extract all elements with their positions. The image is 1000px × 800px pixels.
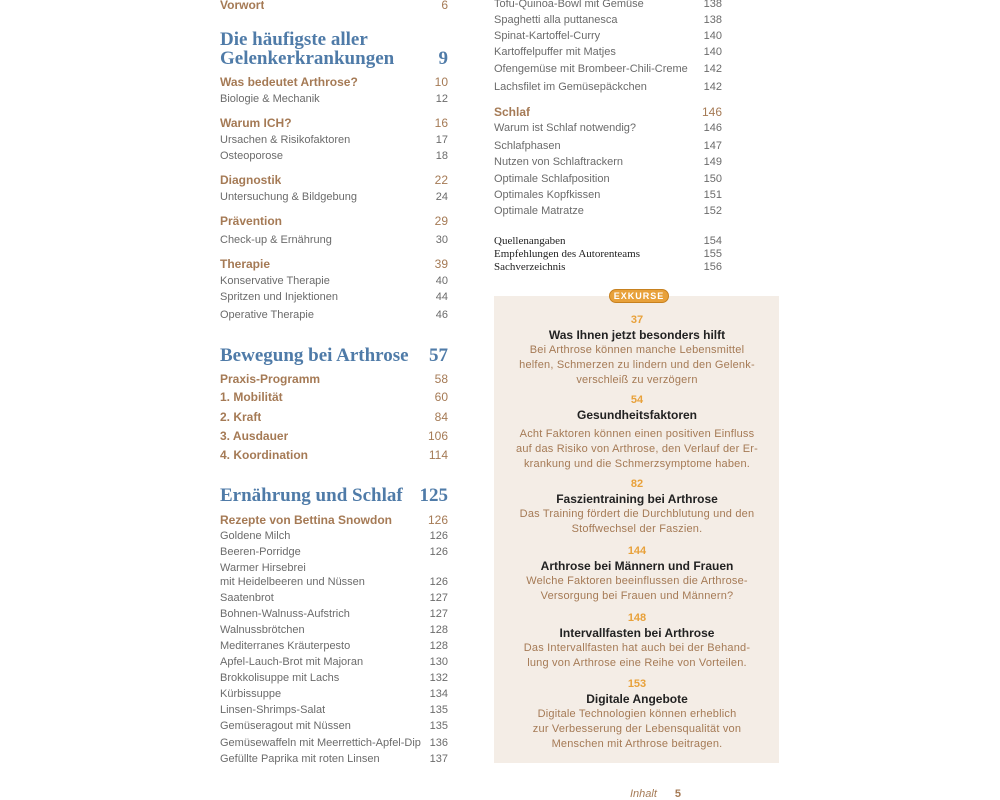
- toc-entry-label: Biologie & Mechanik: [220, 93, 320, 105]
- toc-entry-page: 140: [703, 30, 722, 42]
- toc-entry-quellenangaben[interactable]: [494, 235, 722, 247]
- toc-entry-schlaf[interactable]: [494, 105, 722, 119]
- toc-entry-label: Spinat-Kartoffel-Curry: [494, 30, 601, 42]
- toc-entry-page: 147: [703, 140, 722, 152]
- toc-entry-label: Quellenangaben: [494, 235, 566, 247]
- toc-entry-page: 44: [435, 291, 448, 303]
- toc-entry[interactable]: [220, 513, 448, 527]
- toc-entry[interactable]: [220, 640, 448, 652]
- footer-label: Inhalt: [630, 788, 657, 800]
- toc-entry-page: 142: [703, 81, 722, 93]
- toc-entry-page: 156: [703, 261, 722, 273]
- toc-entry-page: 127: [429, 592, 448, 604]
- toc-entry-label: Rezepte von Bettina Snowdon: [220, 513, 393, 527]
- chapter-title: Ernährung und Schlaf: [220, 486, 403, 506]
- toc-entry-label: Saatenbrot: [220, 592, 274, 604]
- chapter-heading-ernaehrung[interactable]: [220, 486, 448, 506]
- toc-entry-label: Optimale Schlafposition: [494, 173, 610, 185]
- toc-entry[interactable]: [220, 173, 448, 187]
- toc-entry-label: Empfehlungen des Autorenteams: [494, 248, 641, 260]
- toc-entry-label: Optimales Kopfkissen: [494, 189, 601, 201]
- toc-entry-page: 154: [703, 235, 722, 247]
- toc-entry[interactable]: [494, 14, 722, 26]
- exkurse-badge: EXKURSE: [609, 289, 669, 303]
- exkurs-page: 144: [627, 545, 647, 557]
- toc-entry-label: Warum ist Schlaf notwendig?: [494, 122, 637, 134]
- toc-entry-page: 138: [703, 14, 722, 26]
- exkurs-title: Faszientraining bei Arthrose: [556, 492, 718, 506]
- exkurs-desc-line: zur Verbesserung der Lebensqualität von: [532, 723, 742, 735]
- toc-entry-label: Schlaf: [494, 105, 531, 119]
- toc-entry-label: Beeren-Porridge: [220, 546, 301, 558]
- toc-entry[interactable]: [494, 205, 722, 217]
- exkurs-entry[interactable]: [510, 611, 764, 671]
- exkurs-desc-line: krankung und die Schmerzsymptome haben.: [523, 458, 751, 470]
- toc-entry[interactable]: [220, 372, 448, 386]
- toc-entry-label: Prävention: [220, 214, 283, 228]
- toc-entry-page: 106: [427, 429, 448, 443]
- toc-entry-label: Sachverzeichnis: [494, 261, 566, 273]
- toc-entry-page: 140: [703, 46, 722, 58]
- toc-entry[interactable]: [220, 291, 448, 303]
- toc-entry[interactable]: [220, 688, 448, 700]
- exkurs-title: Arthrose bei Männern und Frauen: [540, 559, 734, 573]
- toc-entry[interactable]: [220, 562, 448, 574]
- toc-entry-empfehlungen[interactable]: [494, 248, 722, 260]
- exkurs-desc-line: Welche Faktoren beeinflussen die Arthrose-: [526, 575, 748, 587]
- toc-entry-page: 127: [429, 608, 448, 620]
- toc-entry[interactable]: [220, 656, 448, 668]
- toc-entry[interactable]: [220, 309, 448, 321]
- toc-entry-label: Bohnen-Walnuss-Aufstrich: [220, 608, 350, 620]
- toc-entry-label: Spaghetti alla puttanesca: [494, 14, 618, 26]
- toc-entry-page: 134: [429, 688, 448, 700]
- toc-entry-label: 3. Ausdauer: [220, 429, 289, 443]
- toc-entry-page: 30: [435, 234, 448, 246]
- toc-entry-label: Gemüseragout mit Nüssen: [220, 720, 351, 732]
- exkurs-title: Was Ihnen jetzt besonders hilft: [548, 328, 726, 342]
- exkurs-page: 148: [627, 612, 647, 624]
- toc-entry[interactable]: [220, 275, 448, 287]
- toc-entry[interactable]: [220, 704, 448, 716]
- exkurs-entry[interactable]: [510, 393, 764, 472]
- exkurs-title: Digitale Angebote: [586, 692, 688, 706]
- toc-entry[interactable]: [220, 448, 448, 462]
- exkurs-entry[interactable]: [510, 544, 764, 604]
- page-footer: [630, 788, 681, 800]
- toc-entry-page: 17: [435, 134, 448, 146]
- toc-entry-page: 46: [435, 309, 448, 321]
- toc-entry-page: 146: [703, 122, 722, 134]
- toc-entry-label: Linsen-Shrimps-Salat: [220, 704, 326, 716]
- toc-entry-label: 4. Koordination: [220, 448, 308, 462]
- exkurs-desc-line: auf das Risiko von Arthrose, den Verlauf der Er-: [516, 443, 758, 455]
- toc-entry-label: Praxis-Programm: [220, 372, 321, 386]
- exkurs-desc-line: Das Intervallfasten hat auch bei der Behand-: [523, 642, 751, 654]
- toc-entry[interactable]: [220, 410, 448, 424]
- toc-entry-page: 84: [434, 410, 448, 424]
- toc-entry[interactable]: [220, 753, 448, 765]
- toc-entry-label: 2. Kraft: [220, 410, 262, 424]
- chapter-heading-bewegung[interactable]: [220, 346, 448, 366]
- page-number: 5: [674, 788, 682, 800]
- toc-entry-page: 16: [434, 116, 448, 130]
- exkurs-desc-line: verschleiß zu verzögern: [576, 374, 698, 386]
- exkurs-entry[interactable]: [510, 677, 764, 752]
- toc-entry[interactable]: [220, 737, 448, 749]
- toc-entry-label: Tofu-Quinoa-Bowl mit Gemüse: [494, 0, 644, 10]
- toc-entry-label: Schlafphasen: [494, 140, 561, 152]
- toc-entry[interactable]: [220, 592, 448, 604]
- toc-entry-label: Lachsfilet im Gemüsepäckchen: [494, 81, 647, 93]
- toc-entry[interactable]: [494, 63, 722, 75]
- toc-entry-label: Osteoporose: [220, 150, 283, 162]
- exkurs-page: 153: [627, 678, 647, 690]
- toc-entry-page: 126: [429, 530, 448, 542]
- toc-entry-sachverzeichnis[interactable]: [494, 261, 722, 273]
- toc-entry[interactable]: [220, 546, 448, 558]
- toc-entry-page: 130: [429, 656, 448, 668]
- toc-entry[interactable]: [494, 189, 722, 201]
- exkurs-entry[interactable]: [510, 313, 764, 388]
- toc-entry[interactable]: [494, 156, 722, 168]
- toc-entry[interactable]: [220, 214, 448, 228]
- exkurs-desc-line: Stoffwechsel der Faszien.: [571, 523, 703, 535]
- toc-entry-page: 137: [429, 753, 448, 765]
- toc-entry-page: 146: [701, 105, 722, 119]
- exkurs-desc-line: helfen, Schmerzen zu lindern und den Gelenk-: [519, 359, 755, 371]
- exkurs-desc-line: Bei Arthrose können manche Lebensmittel: [529, 344, 745, 356]
- toc-entry[interactable]: [220, 75, 448, 89]
- toc-entry-label: Warmer Hirsebrei: [220, 562, 306, 574]
- toc-entry-page: 58: [434, 372, 448, 386]
- toc-entry-label: Vorwort: [220, 0, 265, 12]
- chapter-page: 9: [438, 48, 448, 69]
- toc-entry[interactable]: [220, 429, 448, 443]
- toc-entry-page: 126: [429, 546, 448, 558]
- toc-entry[interactable]: [494, 0, 722, 10]
- toc-entry-page: 128: [429, 640, 448, 652]
- chapter-title-line2: Gelenkerkrankungen: [220, 49, 395, 69]
- toc-entry-page: 60: [434, 390, 448, 404]
- toc-entry-page: 151: [703, 189, 722, 201]
- toc-entry-label: Apfel-Lauch-Brot mit Majoran: [220, 656, 364, 668]
- toc-entry-label: Kürbissuppe: [220, 688, 282, 700]
- toc-entry-label: Gemüsewaffeln mit Meerrettich-Apfel-Dip: [220, 737, 421, 749]
- toc-entry[interactable]: [220, 672, 448, 684]
- toc-entry-page: 135: [429, 720, 448, 732]
- toc-entry-vorwort[interactable]: [220, 0, 448, 12]
- toc-entry-page: 22: [434, 173, 448, 187]
- toc-entry-page: 40: [435, 275, 448, 287]
- toc-entry[interactable]: [494, 81, 722, 93]
- exkurs-desc-line: lung von Arthrose eine Reihe von Vorteilen.: [527, 657, 747, 669]
- toc-entry-label: Ofengemüse mit Brombeer-Chili-Creme: [494, 63, 688, 75]
- exkurs-desc-line: Acht Faktoren können einen positiven Einfluss: [519, 428, 755, 440]
- toc-entry-page: 24: [435, 191, 448, 203]
- chapter-heading-gelenkerkrankungen-line2[interactable]: [220, 49, 448, 69]
- toc-entry-page: 150: [703, 173, 722, 185]
- toc-entry-page: 6: [441, 0, 448, 12]
- exkurs-entry[interactable]: [510, 477, 764, 537]
- toc-entry[interactable]: [220, 191, 448, 203]
- toc-entry-page: 114: [428, 448, 448, 462]
- toc-entry-label: Gefüllte Paprika mit roten Linsen: [220, 753, 380, 765]
- toc-entry-page: 29: [434, 214, 448, 228]
- toc-entry-page: 10: [434, 75, 448, 89]
- toc-entry-label: Ursachen & Risikofaktoren: [220, 134, 351, 146]
- chapter-page: 125: [419, 485, 448, 506]
- exkurs-page: 82: [630, 478, 644, 490]
- toc-entry[interactable]: [220, 93, 448, 105]
- toc-entry-page: 142: [703, 63, 722, 75]
- toc-entry-page: 135: [429, 704, 448, 716]
- toc-entry-page: 126: [429, 576, 448, 588]
- toc-entry[interactable]: [220, 530, 448, 542]
- toc-entry-label: Brokkolisuppe mit Lachs: [220, 672, 340, 684]
- toc-entry-page: 128: [429, 624, 448, 636]
- toc-entry-label: Nutzen von Schlaftrackern: [494, 156, 624, 168]
- toc-entry-page: 126: [427, 513, 448, 527]
- toc-entry-label: Operative Therapie: [220, 309, 314, 321]
- toc-entry[interactable]: [494, 140, 722, 152]
- toc-entry[interactable]: [494, 30, 722, 42]
- toc-entry[interactable]: [220, 390, 448, 404]
- chapter-title: Bewegung bei Arthrose: [220, 346, 409, 366]
- toc-entry-label: Therapie: [220, 257, 271, 271]
- toc-entry[interactable]: [494, 173, 722, 185]
- chapter-title-line1: Die häufigste aller: [220, 30, 368, 50]
- toc-entry-page: 18: [435, 150, 448, 162]
- toc-entry[interactable]: [220, 150, 448, 162]
- toc-entry-label: Mediterranes Kräuterpesto: [220, 640, 351, 652]
- toc-entry-page: 155: [703, 248, 722, 260]
- toc-entry-label: Was bedeutet Arthrose?: [220, 75, 358, 89]
- toc-entry-label: Spritzen und Injektionen: [220, 291, 339, 303]
- toc-entry-page: 149: [703, 156, 722, 168]
- toc-entry-label: Walnussbrötchen: [220, 624, 305, 636]
- chapter-page: 57: [429, 345, 448, 366]
- toc-entry-label: Konservative Therapie: [220, 275, 330, 287]
- exkurs-title: Intervallfasten bei Arthrose: [559, 626, 715, 640]
- exkurs-desc-line: Digitale Technologien können erheblich: [537, 708, 737, 720]
- toc-entry-page: 136: [429, 737, 448, 749]
- exkurs-page: 37: [630, 314, 644, 326]
- toc-entry[interactable]: [220, 624, 448, 636]
- toc-entry-page: 39: [434, 257, 448, 271]
- toc-entry-page: 12: [435, 93, 448, 105]
- toc-entry-label: Goldene Milch: [220, 530, 291, 542]
- toc-entry-label: Kartoffelpuffer mit Matjes: [494, 46, 616, 58]
- toc-entry[interactable]: [220, 257, 448, 271]
- toc-entry-label: Optimale Matratze: [494, 205, 584, 217]
- toc-entry-label: 1. Mobilität: [220, 390, 283, 404]
- toc-entry[interactable]: [494, 122, 722, 134]
- toc-entry[interactable]: [494, 46, 722, 58]
- exkurs-title: Gesundheitsfaktoren: [576, 408, 698, 422]
- toc-entry-page: 138: [703, 0, 722, 10]
- toc-entry-label: Diagnostik: [220, 173, 282, 187]
- toc-entry-label: mit Heidelbeeren und Nüssen: [220, 576, 365, 588]
- exkurs-page: 54: [630, 394, 644, 406]
- exkurs-desc-line: Menschen mit Arthrose beitragen.: [551, 738, 723, 750]
- toc-entry-label: Warum ICH?: [220, 116, 292, 130]
- exkurs-desc-line: Das Training fördert die Durchblutung und den: [519, 508, 755, 520]
- toc-entry[interactable]: [220, 134, 448, 146]
- chapter-heading-gelenkerkrankungen[interactable]: [220, 30, 448, 50]
- toc-entry-page: 152: [703, 205, 722, 217]
- toc-entry[interactable]: [220, 576, 448, 588]
- toc-entry[interactable]: [220, 234, 448, 246]
- toc-entry-page: 132: [429, 672, 448, 684]
- toc-entry[interactable]: [220, 608, 448, 620]
- toc-entry[interactable]: [220, 116, 448, 130]
- toc-entry-label: Check-up & Ernährung: [220, 234, 332, 246]
- toc-entry-label: Untersuchung & Bildgebung: [220, 191, 357, 203]
- exkurs-desc-line: Versorgung bei Frauen und Männern?: [540, 590, 734, 602]
- toc-entry[interactable]: [220, 720, 448, 732]
